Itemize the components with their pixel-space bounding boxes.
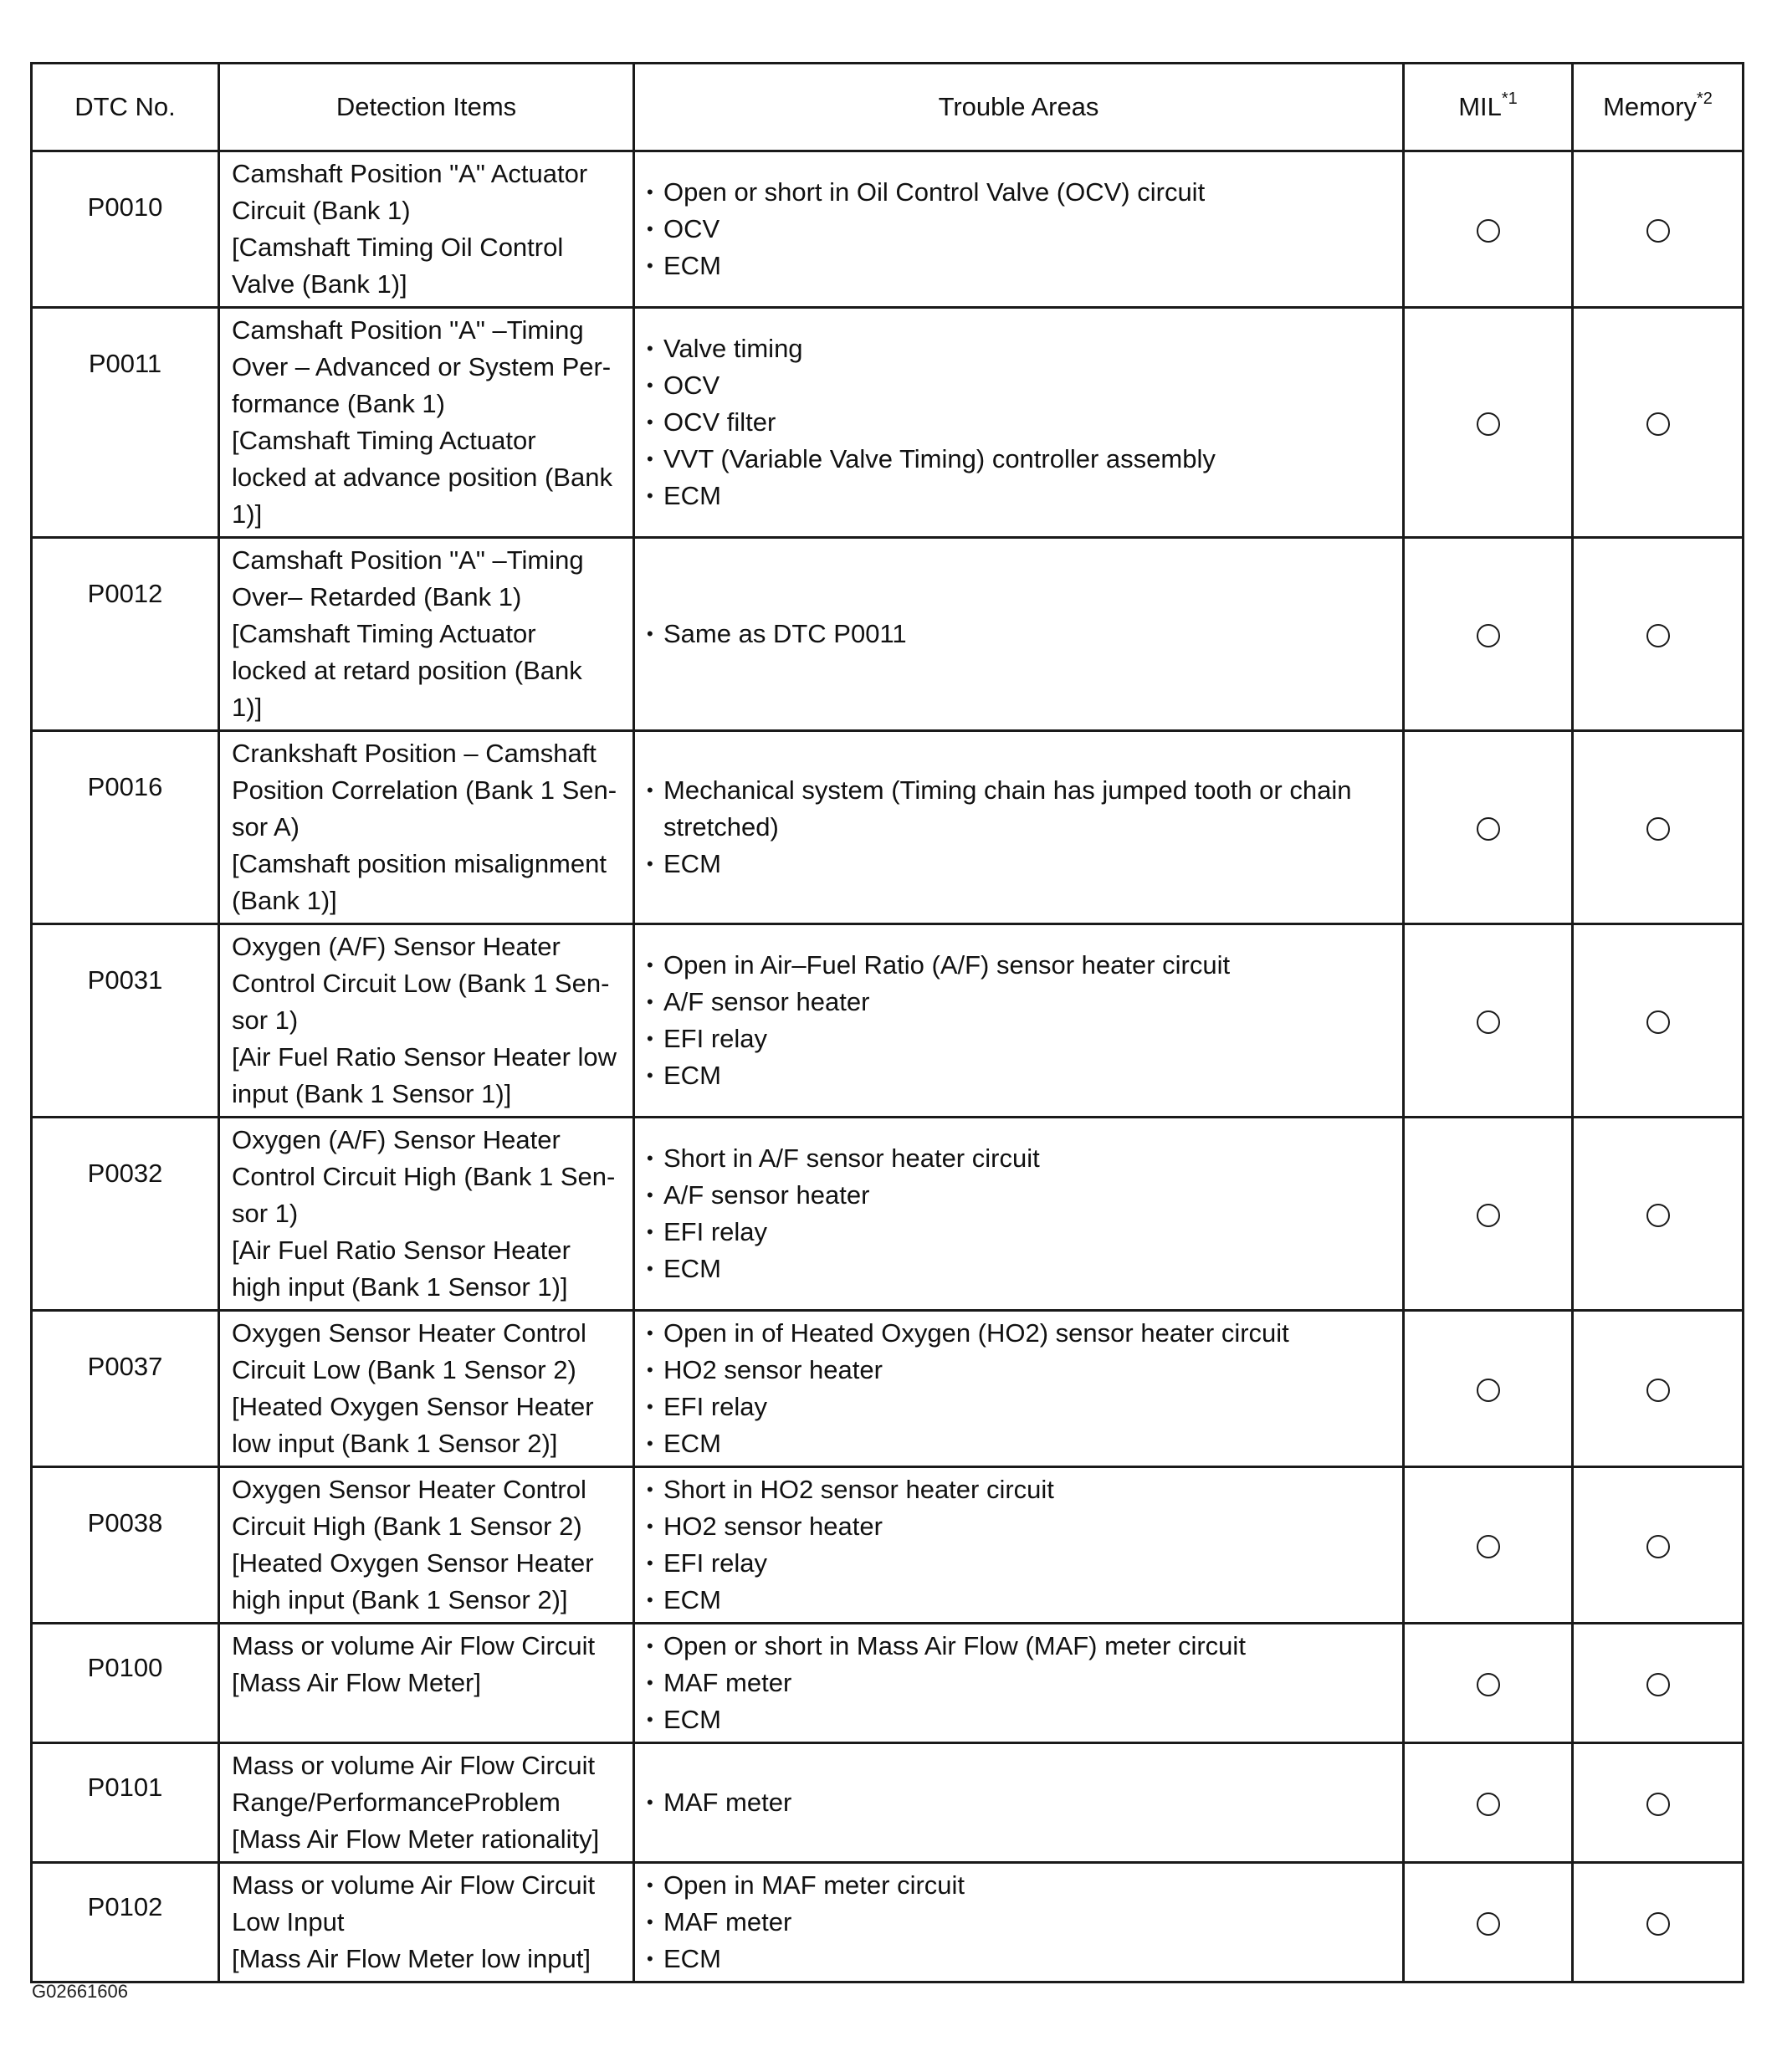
header-row <box>32 64 1744 151</box>
bullet-icon: • <box>647 1589 653 1610</box>
trouble-area-item <box>647 616 1392 652</box>
trouble-area-item <box>647 1057 1392 1094</box>
mil-cell <box>1404 1118 1573 1311</box>
trouble-areas-cell <box>634 308 1404 538</box>
dtc-code-cell <box>32 1311 219 1467</box>
memory-cell <box>1573 538 1744 731</box>
detection-item-cell <box>219 1863 634 1982</box>
bullet-icon: • <box>647 1148 653 1169</box>
trouble-area-text: A/F sensor heater <box>663 1180 870 1210</box>
memory-cell <box>1573 1863 1744 1982</box>
table-row <box>32 1624 1744 1743</box>
trouble-area-text: MAF meter <box>663 1907 792 1936</box>
bullet-icon: • <box>647 623 653 644</box>
dtc-code-cell <box>32 1743 219 1863</box>
dtc-code: P0100 <box>87 1653 163 1682</box>
trouble-area-item <box>647 846 1392 883</box>
trouble-area-item <box>647 1701 1392 1738</box>
trouble-area-item <box>647 1471 1392 1508</box>
trouble-area-text: Short in HO2 sensor heater circuit <box>663 1475 1054 1504</box>
mil-circle-icon <box>1477 1535 1500 1558</box>
trouble-area-text: Open or short in Mass Air Flow (MAF) meter circuit <box>663 1631 1246 1660</box>
header-trouble-areas: Trouble Areas <box>634 64 1404 151</box>
trouble-area-text: EFI relay <box>663 1392 768 1421</box>
trouble-area-item <box>647 1941 1392 1977</box>
trouble-areas-cell <box>634 538 1404 731</box>
trouble-area-text: Open or short in Oil Control Valve (OCV) circuit <box>663 177 1206 207</box>
trouble-area-item <box>647 1214 1392 1251</box>
table-row <box>32 1118 1744 1311</box>
mil-circle-icon <box>1477 1793 1500 1816</box>
memory-cell <box>1573 731 1744 924</box>
table-row <box>32 538 1744 731</box>
bullet-icon: • <box>647 1184 653 1205</box>
trouble-area-text: OCV <box>663 371 720 400</box>
detection-item: Mass or volume Air Flow Circuit Low Input [Mass Air Flow Meter low input] <box>232 1870 596 1973</box>
trouble-area-text: ECM <box>663 1061 721 1090</box>
trouble-area-item <box>647 367 1392 404</box>
bullet-icon: • <box>647 1028 653 1049</box>
mil-footnote-mark: *1 <box>1501 90 1518 108</box>
table-row <box>32 151 1744 308</box>
mil-circle-icon <box>1477 1010 1500 1034</box>
trouble-area-text: ECM <box>663 1254 721 1283</box>
memory-circle-icon <box>1646 817 1670 841</box>
trouble-area-item <box>647 1021 1392 1057</box>
table-row <box>32 308 1744 538</box>
trouble-area-item <box>647 1628 1392 1665</box>
detection-item-cell <box>219 1311 634 1467</box>
trouble-area-item <box>647 211 1392 248</box>
bullet-icon: • <box>647 1221 653 1242</box>
trouble-areas-list <box>647 1784 1392 1821</box>
mil-cell <box>1404 1863 1573 1982</box>
mil-cell <box>1404 1624 1573 1743</box>
detection-item-cell <box>219 1118 634 1311</box>
mil-circle-icon <box>1477 624 1500 647</box>
trouble-area-item <box>647 330 1392 367</box>
header-dtc-no: DTC No. <box>32 64 219 151</box>
dtc-code-cell <box>32 731 219 924</box>
bullet-icon: • <box>647 1479 653 1500</box>
dtc-code-cell <box>32 151 219 308</box>
trouble-area-text: EFI relay <box>663 1548 768 1578</box>
table-row <box>32 1311 1744 1467</box>
trouble-area-text: ECM <box>663 1585 721 1614</box>
bullet-icon: • <box>647 954 653 975</box>
bullet-icon: • <box>647 255 653 276</box>
bullet-icon: • <box>647 1553 653 1573</box>
trouble-area-item <box>647 772 1392 846</box>
bullet-icon: • <box>647 1948 653 1969</box>
trouble-areas-cell <box>634 1863 1404 1982</box>
mil-circle-icon <box>1477 1204 1500 1227</box>
mil-circle-icon <box>1477 219 1500 243</box>
trouble-area-text: EFI relay <box>663 1024 768 1053</box>
trouble-areas-cell <box>634 151 1404 308</box>
memory-cell <box>1573 308 1744 538</box>
trouble-area-item <box>647 1389 1392 1425</box>
bullet-icon: • <box>647 1672 653 1693</box>
trouble-area-text: ECM <box>663 251 721 280</box>
trouble-areas-list <box>647 330 1392 514</box>
trouble-area-text: Mechanical system (Timing chain has jumped tooth or chain stretched) <box>663 775 1352 842</box>
detection-item: Oxygen (A/F) Sensor Heater Control Circuit High (Bank 1 Sen- sor 1) [Air Fuel Ratio Sensor Heater high input (Bank 1 Sensor 1)] <box>232 1125 616 1302</box>
detection-item-cell <box>219 731 634 924</box>
trouble-area-item <box>647 441 1392 478</box>
trouble-areas-list <box>647 1315 1392 1462</box>
trouble-areas-list <box>647 1140 1392 1287</box>
trouble-areas-cell <box>634 1467 1404 1624</box>
trouble-area-text: ECM <box>663 849 721 878</box>
bullet-icon: • <box>647 853 653 874</box>
trouble-area-item <box>647 1315 1392 1352</box>
memory-circle-icon <box>1646 1535 1670 1558</box>
detection-item: Oxygen Sensor Heater Control Circuit Low (Bank 1 Sensor 2) [Heated Oxygen Sensor Heater low input (Bank 1 Sensor 2)] <box>232 1318 594 1458</box>
trouble-areas-cell <box>634 1118 1404 1311</box>
header-mil: MIL$^{*1}$ <box>1404 64 1573 151</box>
trouble-area-text: Short in A/F sensor heater circuit <box>663 1143 1040 1173</box>
detection-item: Mass or volume Air Flow Circuit [Mass Air Flow Meter] <box>232 1631 596 1697</box>
memory-circle-icon <box>1646 624 1670 647</box>
trouble-area-item <box>647 1425 1392 1462</box>
bullet-icon: • <box>647 1875 653 1895</box>
trouble-areas-list <box>647 1867 1392 1977</box>
mil-circle-icon <box>1477 1379 1500 1402</box>
trouble-area-item <box>647 1251 1392 1287</box>
trouble-area-text: VVT (Variable Valve Timing) controller assembly <box>663 444 1216 473</box>
trouble-area-text: OCV filter <box>663 407 776 437</box>
dtc-code-cell <box>32 538 219 731</box>
dtc-code-cell <box>32 924 219 1118</box>
dtc-code: P0011 <box>88 349 162 378</box>
memory-cell <box>1573 1311 1744 1467</box>
bullet-icon: • <box>647 448 653 469</box>
table-row <box>32 731 1744 924</box>
dtc-code: P0031 <box>87 965 163 995</box>
bullet-icon: • <box>647 1709 653 1730</box>
memory-circle-icon <box>1646 1379 1670 1402</box>
dtc-code: P0012 <box>87 579 163 608</box>
dtc-code-cell <box>32 1624 219 1743</box>
memory-circle-icon <box>1646 1912 1670 1936</box>
trouble-areas-list <box>647 1628 1392 1738</box>
mil-cell <box>1404 731 1573 924</box>
detection-item: Camshaft Position "A" –Timing Over – Advanced or System Per- formance (Bank 1) [Camshaft Timing Actuator locked at advance position (Bank 1)] <box>232 315 612 529</box>
trouble-area-text: ECM <box>663 1944 721 1973</box>
detection-item-cell <box>219 308 634 538</box>
mil-cell <box>1404 1743 1573 1863</box>
header-detection-items: Detection Items <box>219 64 634 151</box>
trouble-area-text: Open in Air–Fuel Ratio (A/F) sensor heater circuit <box>663 950 1231 980</box>
trouble-areas-cell <box>634 1624 1404 1743</box>
memory-circle-icon <box>1646 1793 1670 1816</box>
trouble-area-item <box>647 1582 1392 1619</box>
memory-footnote-mark: *2 <box>1697 90 1713 108</box>
table-row <box>32 1743 1744 1863</box>
detection-item-cell <box>219 1743 634 1863</box>
detection-item-cell <box>219 1467 634 1624</box>
memory-circle-icon <box>1646 1673 1670 1696</box>
memory-circle-icon <box>1646 219 1670 243</box>
bullet-icon: • <box>647 1433 653 1454</box>
trouble-area-item <box>647 1177 1392 1214</box>
dtc-code: P0016 <box>87 772 163 801</box>
trouble-area-item <box>647 947 1392 984</box>
mil-circle-icon <box>1477 1912 1500 1936</box>
bullet-icon: • <box>647 218 653 239</box>
mil-cell <box>1404 1311 1573 1467</box>
trouble-area-item <box>647 248 1392 284</box>
trouble-area-text: Same as DTC P0011 <box>663 619 907 648</box>
trouble-area-item <box>647 1904 1392 1941</box>
memory-cell <box>1573 1743 1744 1863</box>
mil-cell <box>1404 151 1573 308</box>
bullet-icon: • <box>647 1792 653 1813</box>
trouble-areas-list <box>647 616 1392 652</box>
trouble-area-item <box>647 174 1392 211</box>
trouble-area-item <box>647 404 1392 441</box>
trouble-area-item <box>647 1784 1392 1821</box>
bullet-icon: • <box>647 1635 653 1656</box>
detection-item: Mass or volume Air Flow Circuit Range/PerformanceProblem [Mass Air Flow Meter rationality] <box>232 1751 600 1854</box>
detection-item: Oxygen Sensor Heater Control Circuit High (Bank 1 Sensor 2) [Heated Oxygen Sensor Heater high input (Bank 1 Sensor 2)] <box>232 1475 594 1614</box>
bullet-icon: • <box>647 485 653 506</box>
detection-item-cell <box>219 151 634 308</box>
trouble-area-text: MAF meter <box>663 1788 792 1817</box>
trouble-area-text: Valve timing <box>663 334 803 363</box>
bullet-icon: • <box>647 1359 653 1380</box>
dtc-code-cell <box>32 308 219 538</box>
trouble-area-text: ECM <box>663 1429 721 1458</box>
trouble-areas-list <box>647 772 1392 883</box>
detection-item-cell <box>219 538 634 731</box>
memory-cell <box>1573 1118 1744 1311</box>
memory-circle-icon <box>1646 1010 1670 1034</box>
mil-circle-icon <box>1477 817 1500 841</box>
trouble-area-item <box>647 1508 1392 1545</box>
trouble-area-item <box>647 478 1392 514</box>
dtc-code: P0010 <box>87 192 163 222</box>
trouble-areas-list <box>647 1471 1392 1619</box>
bullet-icon: • <box>647 1396 653 1417</box>
dtc-code: P0032 <box>87 1159 163 1188</box>
detection-item: Crankshaft Position – Camshaft Position Correlation (Bank 1 Sen- sor A) [Camshaft position misalignment (Bank 1)] <box>232 739 617 915</box>
bullet-icon: • <box>647 1065 653 1086</box>
dtc-table <box>30 62 1744 1983</box>
trouble-area-text: HO2 sensor heater <box>663 1355 883 1384</box>
dtc-code-cell <box>32 1863 219 1982</box>
trouble-areas-cell <box>634 1743 1404 1863</box>
table-header <box>32 64 1744 151</box>
trouble-area-text: Open in of Heated Oxygen (HO2) sensor heater circuit <box>663 1318 1289 1348</box>
bullet-icon: • <box>647 1516 653 1537</box>
trouble-areas-cell <box>634 1311 1404 1467</box>
detection-item: Camshaft Position "A" –Timing Over– Retarded (Bank 1) [Camshaft Timing Actuator locked at retard position (Bank 1)] <box>232 545 584 722</box>
trouble-area-text: MAF meter <box>663 1668 792 1697</box>
memory-cell <box>1573 1624 1744 1743</box>
trouble-areas-cell <box>634 731 1404 924</box>
dtc-code: P0037 <box>87 1352 163 1381</box>
trouble-area-text: HO2 sensor heater <box>663 1512 883 1541</box>
trouble-area-item <box>647 1352 1392 1389</box>
trouble-areas-list <box>647 174 1392 284</box>
mil-circle-icon <box>1477 1673 1500 1696</box>
trouble-area-text: EFI relay <box>663 1217 768 1246</box>
mil-cell <box>1404 538 1573 731</box>
memory-cell <box>1573 1467 1744 1624</box>
trouble-areas-cell <box>634 924 1404 1118</box>
memory-cell <box>1573 151 1744 308</box>
trouble-area-item <box>647 1867 1392 1904</box>
trouble-area-text: Open in MAF meter circuit <box>663 1870 965 1900</box>
detection-item-cell <box>219 924 634 1118</box>
trouble-area-text: ECM <box>663 481 721 510</box>
trouble-areas-list <box>647 947 1392 1094</box>
dtc-code-cell <box>32 1118 219 1311</box>
mil-cell <box>1404 308 1573 538</box>
trouble-area-item <box>647 1665 1392 1701</box>
trouble-area-text: ECM <box>663 1705 721 1734</box>
detection-item-cell <box>219 1624 634 1743</box>
trouble-area-item <box>647 1545 1392 1582</box>
bullet-icon: • <box>647 375 653 396</box>
dtc-code: P0038 <box>87 1508 163 1537</box>
bullet-icon: • <box>647 338 653 359</box>
table-body <box>32 151 1744 1982</box>
memory-circle-icon <box>1646 1204 1670 1227</box>
dtc-code-cell <box>32 1467 219 1624</box>
mil-circle-icon <box>1477 412 1500 436</box>
header-memory: Memory$^{*2}$ <box>1573 64 1744 151</box>
trouble-area-item <box>647 1140 1392 1177</box>
bullet-icon: • <box>647 780 653 801</box>
bullet-icon: • <box>647 1258 653 1279</box>
dtc-code: P0101 <box>87 1773 163 1802</box>
detection-item: Oxygen (A/F) Sensor Heater Control Circuit Low (Bank 1 Sen- sor 1) [Air Fuel Ratio Sensor Heater low input (Bank 1 Sensor 1)] <box>232 932 617 1108</box>
bullet-icon: • <box>647 182 653 202</box>
bullet-icon: • <box>647 1322 653 1343</box>
figure-id: G02661606 <box>32 1981 128 2002</box>
dtc-code: P0102 <box>87 1892 163 1921</box>
mil-cell <box>1404 924 1573 1118</box>
table-row <box>32 1467 1744 1624</box>
detection-item: Camshaft Position "A" Actuator Circuit (Bank 1) [Camshaft Timing Oil Control Valve (Bank 1)] <box>232 159 588 299</box>
mil-cell <box>1404 1467 1573 1624</box>
trouble-area-item <box>647 984 1392 1021</box>
bullet-icon: • <box>647 991 653 1012</box>
memory-cell <box>1573 924 1744 1118</box>
memory-circle-icon <box>1646 412 1670 436</box>
trouble-area-text: A/F sensor heater <box>663 987 870 1016</box>
table-row <box>32 1863 1744 1982</box>
table-row <box>32 924 1744 1118</box>
trouble-area-text: OCV <box>663 214 720 243</box>
bullet-icon: • <box>647 412 653 432</box>
bullet-icon: • <box>647 1911 653 1932</box>
